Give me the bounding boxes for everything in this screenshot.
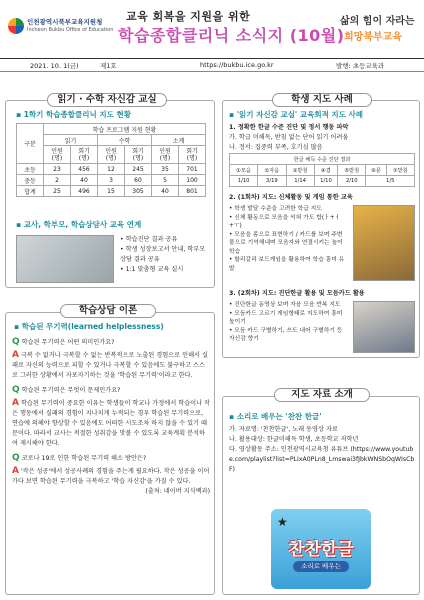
publisher: 발행: 초등교육과: [336, 61, 385, 70]
section-title: 학습상담 이론: [60, 304, 156, 318]
newsletter-header: [0, 0, 424, 62]
a-marker: A: [12, 398, 19, 408]
status-table: [16, 123, 206, 197]
sub-header: 회기 (명): [179, 146, 206, 164]
list-item-text: 모듬카드 고르기 게임형태로 지도하여 흥미 높이기: [229, 310, 343, 325]
bullet-icon: ▪: [16, 110, 24, 119]
cell: 245: [125, 164, 152, 175]
student-photo-1: [353, 205, 415, 281]
cell: 35: [152, 164, 179, 175]
cell: 801: [179, 186, 206, 197]
cell: ①모음: [230, 165, 258, 176]
q-marker: Q: [12, 453, 20, 463]
bullet-icon: ▪: [16, 220, 24, 229]
list-item: • 모듬 카드 구별하기, 쓰도 내어 구별하기 등 자신감 향기: [229, 327, 343, 342]
cell: 5: [152, 175, 179, 186]
cell: 1/10: [314, 176, 337, 187]
subhead-status: 1학기 학습종합클리닉 지도 현황: [23, 110, 131, 119]
row-label: 합계: [17, 186, 44, 197]
list-item: • 신체 활동으로 모음을 익혀 가도 합(ㅏ+ㅓ+ㅜ): [229, 214, 341, 229]
q-marker: Q: [12, 337, 20, 347]
table-row: [17, 164, 206, 175]
issue-date: 2021. 10. 1(금): [30, 61, 79, 70]
subhead-theory: 학습된 무기력(learned helplessness): [21, 322, 164, 331]
sub-header: 인원 (명): [44, 146, 71, 164]
material-line: 가. 자료명: '찬찬한글', 노래 동영상 자료: [229, 426, 338, 433]
bullet-icon: ▪: [14, 322, 22, 331]
cell: 25: [44, 186, 71, 197]
cell: 40: [71, 175, 98, 186]
list-item: • 모음을 몸으로 표현하기 / 카드를 보며 주변 물으로 기억해내며 모음자와 연결시키는 놀이 학습: [229, 231, 343, 255]
list-item-text: 신체 활동으로 모음을 익혀 가도 합(ㅏ+ㅓ+ㅜ): [229, 214, 341, 229]
material-section: [222, 396, 420, 595]
table-group-label: 구분: [17, 124, 44, 164]
student-case-section: [222, 100, 420, 358]
sub-header: 회기 (명): [71, 146, 98, 164]
case-item-1: 1. 정확한 한글 수준 진단 및 정서 행동 파악: [229, 124, 349, 131]
info-bar: [0, 58, 424, 72]
page-title: 학습종합클리닉 소식지 (10월): [118, 26, 345, 45]
issue-number: 제1호: [100, 61, 117, 70]
cell: ⑤받침: [338, 165, 366, 176]
list-item-text: 모듬 카드 구별하기, 쓰도 내어 구별하기 등 자신감 향기: [229, 327, 343, 342]
cell: 100: [179, 175, 206, 186]
row-label: 중등: [17, 175, 44, 186]
question-1: 학습된 무기력은 어떤 의미인가요?: [21, 339, 115, 346]
sub-header: 인원 (명): [152, 146, 179, 164]
subhead-case: '읽기 자신감 교실' 교육회적 지도 사례: [236, 110, 364, 119]
logo: [8, 18, 113, 34]
list-item-text: 1:1 맞춤형 교육 실시: [125, 266, 184, 273]
cell: 3: [98, 175, 125, 186]
list-item: • 학생 성장보고서 안내, 학부모 상담 결과 공유: [120, 246, 206, 263]
list-item-text: 진단한글 동영상 보며 자음 모음 반복 지도: [234, 302, 341, 308]
case-item-2: 2. (1회차) 지도: 신체활동 및 게임 통한 교육: [229, 194, 353, 201]
website-url[interactable]: https://bukbu.ice.go.kr: [200, 61, 274, 69]
question-3: 코로나 19로 인한 학습된 무기력 해소 방안은?: [21, 455, 147, 462]
bullet-icon: ▪: [229, 412, 237, 421]
banner-subtitle: 소리로 배우는: [293, 561, 349, 572]
q-marker: Q: [12, 385, 20, 395]
source: (출처: 네이버 지식백과): [145, 488, 210, 495]
table-row: [17, 186, 206, 197]
list-item: • 학생 발달 수준을 고려한 학급 지도: [229, 206, 322, 212]
list-item: • 1:1 맞춤형 교육 실시: [120, 266, 184, 273]
cell: 12: [98, 164, 125, 175]
cell: ②자음: [258, 165, 286, 176]
cell: 496: [71, 186, 98, 197]
counseling-theory-section: [5, 312, 215, 595]
table-row: [17, 175, 206, 186]
list-item: • 진단한글 동영상 보며 자음 모음 반복 지도: [229, 302, 341, 308]
group-subtotal: 소계: [152, 135, 206, 146]
list-item-text: 학생 발달 수준을 고려한 학급 지도: [234, 206, 322, 212]
character-icon: ★: [277, 515, 288, 529]
list-item: • 모듬카드 고르기 게임형태로 지도하여 흥미 높이기: [229, 310, 343, 325]
cell: 1/5: [366, 176, 415, 187]
logo-ko: 인천광역시북부교육지원청: [27, 18, 103, 26]
cell: 2/10: [338, 176, 366, 187]
slogan-line1: 삶의 힘이 자라는: [340, 16, 415, 27]
cell: 15: [98, 186, 125, 197]
bullet-icon: ▪: [229, 110, 237, 119]
answer-1: 극복 수 없거나 극복할 수 없는 반복적으로 노출된 경험으로 인해서 실패로 자신의 능력으로 피할 수 있거나 극복할 수 있음에도 불구하고 스스로 그러한 상황에서 자포자기하는 것을 '학습된 무기력'이라고 한다.: [12, 352, 208, 379]
cell: 456: [71, 164, 98, 175]
list-item-text: 할리갈리 보드게임을 활용하여 학습 흥미 유발: [229, 257, 345, 272]
table-caption: 학습 프로그램 지원 현황: [44, 124, 206, 135]
logo-en: Incheon Bukbu Office of Education: [27, 27, 114, 33]
diagnosis-table-title: 한글 해득 수준 진단 결과: [230, 154, 415, 165]
a-marker: A: [12, 466, 19, 476]
logo-icon: [8, 18, 24, 34]
material-line: 나. 활용대상: 한글미해득 학생, 초등학교 저학년: [229, 436, 359, 443]
section-title: 학생 지도 사례: [272, 93, 372, 107]
question-2: 학습된 무기력은 무엇이 문제인가요?: [21, 387, 121, 394]
section-title: 지도 자료 소개: [274, 388, 370, 402]
cell: ③받침: [286, 165, 314, 176]
list-item-text: 학습진단 결과 공유: [125, 236, 178, 243]
banner-title: 찬찬한글: [288, 540, 354, 560]
list-item: • 할리갈리 보드게임을 활용하여 학습 흥미 유발: [229, 257, 345, 272]
cell: ⑥문: [366, 165, 386, 176]
cell: 23: [44, 164, 71, 175]
list-item-text: 학생 성장보고서 안내, 학부모 상담 결과 공유: [120, 246, 206, 263]
a-marker: A: [12, 350, 19, 360]
reading-math-section: [5, 100, 215, 288]
cell: 2: [44, 175, 71, 186]
title-sub: 교육 회복을 지원을 위한: [126, 10, 251, 23]
case-item-3: 3. (2회차) 지도: 진단한글 활용 및 모듬카드 활용: [229, 290, 365, 297]
diagnosis-table: [229, 153, 415, 187]
cell: ⑦받침: [386, 165, 414, 176]
classroom-photo: [16, 235, 114, 283]
row-label: 초등: [17, 164, 44, 175]
student-photo-2: [353, 301, 415, 353]
cell: 1/14: [286, 176, 314, 187]
subhead-material: 소리로 배우는 '찬찬 한글': [236, 412, 322, 421]
group-reading: 읽기: [44, 135, 98, 146]
cell: ④겹: [314, 165, 337, 176]
section-title: 읽기 · 수학 자신감 교실: [47, 93, 167, 107]
case-item-1-desc: 가. 학급 미해독, 받침 없는 단어 읽기 어려움 나. 정서: 집중력 부족, 호기심 많음: [229, 134, 349, 151]
sub-header: 회기 (명): [125, 146, 152, 164]
list-item: • 학습진단 결과 공유: [120, 236, 178, 243]
sub-header: 인원 (명): [98, 146, 125, 164]
material-line[interactable]: 다. 영상활동 주소: 인천광역시교육청 유튜브 (https://www.youtube.com/playlist?list=PLIxA0PLn8_Lmswai3fJbkWNSbOqWIsCbF): [229, 446, 415, 473]
subhead-link: 교사, 학부모, 학습상담사 교육 연계: [23, 220, 142, 229]
cell: 701: [179, 164, 206, 175]
slogan-line2: 희망북부교육: [344, 32, 402, 43]
cell: 40: [152, 186, 179, 197]
cell: 1/10: [230, 176, 258, 187]
answer-3: '작은 성공'에서 성공사례의 경험을 주는게 필요하다. 작은 성공을 이어가다 보면 학습된 무기력을 극복하고 '학습 자신감'을 가질 수 있다.: [12, 468, 210, 485]
group-math: 수학: [98, 135, 152, 146]
cell: 3/19: [258, 176, 286, 187]
list-item-text: 모음을 몸으로 표현하기 / 카드를 보며 주변 물으로 기억해내며 모음자와 연결시키는 놀이 학습: [229, 231, 343, 255]
chanchan-banner[interactable]: [271, 509, 371, 589]
cell: 60: [125, 175, 152, 186]
cell: 305: [125, 186, 152, 197]
answer-2: 학습된 무기력이 중요한 이유는 학생들이 학교나 가정에서 학습이나 작은 행동에서 실패의 경험이 지나치게 누적되는 경우 학습된 무기력으로, 연습에 의해야 향상할 수 있음에도 어떠한 시도조차 하지 않을 수 있기 때문이다. 따라서 교사는 적절한 성취감을 맛볼 수 있도록 교육계획 분석하여 제시해야 한다.: [12, 400, 211, 447]
